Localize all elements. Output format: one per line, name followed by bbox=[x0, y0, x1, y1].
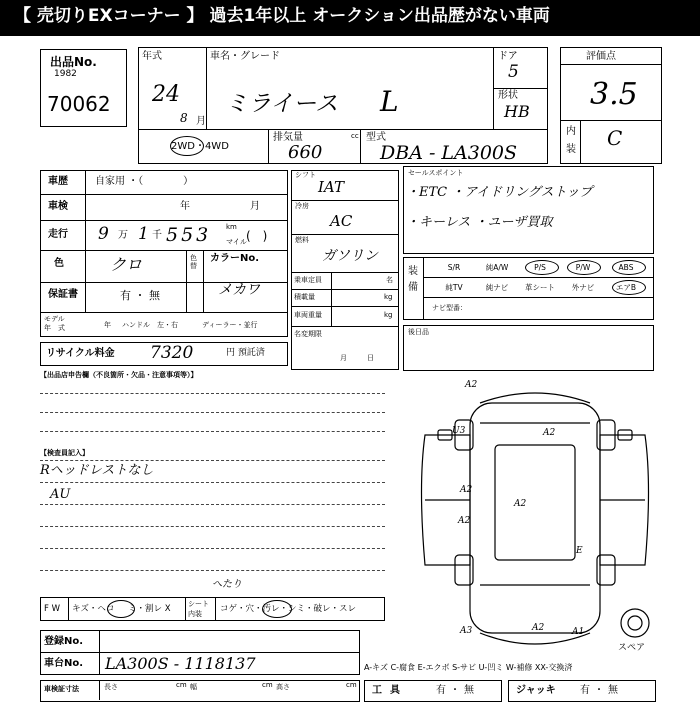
name-change-label: 名変期限 bbox=[294, 330, 322, 338]
dim-width: 幅 bbox=[190, 683, 197, 691]
interior-value: C bbox=[607, 126, 623, 150]
mark-4: A2 bbox=[514, 499, 527, 509]
equipment-item: エアB bbox=[615, 283, 637, 292]
check-scribble: へたり bbox=[212, 579, 242, 590]
equipment-item: P/W bbox=[575, 263, 591, 272]
spare-label: スペア bbox=[618, 643, 646, 653]
shift-value: IAT bbox=[318, 178, 344, 196]
check-stain-circle bbox=[262, 600, 292, 618]
displacement-unit: cc bbox=[351, 132, 359, 140]
year-month: 8 bbox=[180, 111, 188, 125]
interior-label-2: 装 bbox=[566, 144, 576, 155]
jack-options: 有・無 bbox=[580, 685, 622, 696]
car-name-label: 車名・グレード bbox=[210, 51, 280, 62]
score-label: 評価点 bbox=[586, 51, 616, 62]
mileage-mile: マイル bbox=[226, 238, 247, 246]
equip-pw-circle bbox=[567, 260, 601, 275]
tools-label: 工具 bbox=[372, 685, 408, 696]
dimensions-box bbox=[40, 680, 360, 702]
weight-unit: kg bbox=[384, 311, 393, 319]
model-year-dealer: ディーラー・並行 bbox=[202, 321, 258, 329]
interior-label-1: 内 bbox=[566, 126, 576, 137]
equipment-item: 純ナビ bbox=[485, 283, 509, 292]
equipment-label-1: 装 bbox=[408, 266, 418, 277]
equipment-item: S/R bbox=[447, 263, 461, 272]
inspector-note-1: Rヘッドレストなし bbox=[40, 463, 154, 478]
mileage-paren: ( ) bbox=[246, 229, 268, 243]
lot-number: 70062 bbox=[47, 92, 111, 116]
fuel-value: ガソリン bbox=[322, 248, 378, 264]
shape-value: HB bbox=[504, 102, 530, 121]
mileage-km: km bbox=[226, 223, 237, 231]
check-seat-items: コゲ・穴・汚レ・シミ・破レ・スレ bbox=[220, 604, 357, 614]
year-label: 年式 bbox=[142, 51, 162, 62]
mileage-rest: 553 bbox=[166, 224, 212, 246]
equipment-item: 革シート bbox=[525, 283, 555, 292]
navi-label: ナビ型番： bbox=[432, 304, 467, 312]
post-install-box bbox=[403, 325, 654, 371]
dim-height: 高さ bbox=[276, 683, 290, 691]
dimensions-title: 車検証寸法 bbox=[44, 685, 79, 693]
inspection-month: 月 bbox=[250, 201, 260, 212]
check-seat-label: シート bbox=[188, 600, 209, 608]
reg-label: 登録No. bbox=[44, 636, 84, 647]
load-unit: kg bbox=[384, 293, 393, 301]
mark-2: A2 bbox=[543, 428, 556, 438]
score-value: 3.5 bbox=[590, 77, 638, 112]
displacement-value: 660 bbox=[288, 142, 323, 163]
mileage-sen: 1 bbox=[138, 224, 149, 244]
mark-3: A2 bbox=[460, 485, 473, 495]
equipment-label-2: 備 bbox=[408, 282, 418, 293]
mark-5: A2 bbox=[458, 516, 471, 526]
shift-label: シフト bbox=[295, 171, 316, 179]
mileage-man-unit: 万 bbox=[118, 230, 128, 241]
color-label: 色 bbox=[54, 258, 64, 269]
sales-points-line1: ・ETC ・アイドリングストップ bbox=[406, 185, 593, 200]
displacement-label: 排気量 bbox=[273, 132, 303, 143]
warranty-label: 保証書 bbox=[48, 289, 78, 300]
mark-8: A3 bbox=[460, 626, 473, 636]
dim-width-unit: cm bbox=[262, 681, 273, 689]
equipment-item: ABS bbox=[618, 263, 634, 272]
header-title: 【 売切りEXコーナー 】 過去1年以上 オークション出品歴がない車両 bbox=[14, 6, 550, 26]
lot-label: 出品No. bbox=[50, 55, 97, 69]
load-label: 積載量 bbox=[294, 293, 315, 301]
weight-label: 車両重量 bbox=[294, 311, 322, 319]
mark-9: A1 bbox=[572, 627, 585, 637]
capacity-unit: 名 bbox=[386, 276, 393, 284]
model-year-label-1: モデル bbox=[44, 315, 65, 323]
doors-value: 5 bbox=[508, 62, 519, 82]
mark-1: U3 bbox=[452, 426, 466, 436]
car-front bbox=[480, 393, 590, 403]
color-no-value: メカワ bbox=[218, 282, 260, 298]
color-no-label: カラーNo. bbox=[210, 253, 260, 264]
sales-points-label: セールスポイント bbox=[408, 169, 464, 177]
model-label: 型式 bbox=[366, 132, 386, 143]
car-name-value: ミライース bbox=[225, 91, 339, 117]
jack-label: ジャッキ bbox=[516, 685, 556, 696]
check-chip-circle bbox=[107, 600, 135, 618]
sales-points-box bbox=[403, 166, 654, 254]
year-month-unit: 月 bbox=[196, 116, 206, 127]
color-change-label: 色替 bbox=[190, 254, 197, 270]
capacity-label: 乗車定員 bbox=[294, 276, 322, 284]
model-year-handle: ハンドル 左・右 bbox=[122, 321, 178, 329]
recycle-value: 7320 bbox=[150, 343, 194, 363]
equip-airbag-circle bbox=[612, 280, 646, 295]
dim-length: 長さ bbox=[104, 683, 118, 691]
car-damage-diagram bbox=[410, 375, 660, 660]
model-year-year: 年 bbox=[104, 321, 111, 329]
name-change-unit: 月日 bbox=[340, 354, 394, 362]
sales-points-line2: ・キーレス ・ユーザ買取 bbox=[406, 215, 553, 230]
lot-sub-number: 1982 bbox=[54, 69, 77, 79]
car-grade: L bbox=[380, 85, 399, 118]
mark-6: A2 bbox=[532, 623, 545, 633]
doors-label: ドア bbox=[498, 51, 518, 62]
inspection-year: 年 bbox=[180, 201, 190, 212]
year-value: 24 bbox=[152, 82, 180, 107]
post-install-label: 後日品 bbox=[408, 328, 429, 336]
spare-tire-inner bbox=[628, 616, 642, 630]
mileage-label: 走行 bbox=[48, 229, 68, 240]
inspector-notes-label: 【検査員記入】 bbox=[40, 449, 89, 457]
check-fw: F W bbox=[44, 604, 60, 614]
tools-options: 有・無 bbox=[436, 685, 478, 696]
dim-length-unit: cm bbox=[176, 681, 187, 689]
model-year-label-2: 年 式 bbox=[44, 324, 65, 332]
shape-label: 形状 bbox=[498, 90, 518, 101]
aircon-label: 冷房 bbox=[295, 202, 309, 210]
chassis-value: LA300S - 1118137 bbox=[105, 654, 256, 673]
equip-abs-circle bbox=[612, 260, 646, 275]
dim-height-unit: cm bbox=[346, 681, 357, 689]
inspection-label: 車検 bbox=[48, 201, 68, 212]
spare-tire-outer bbox=[621, 609, 649, 637]
drive-circle bbox=[170, 136, 204, 156]
equipment-item: 外ナビ bbox=[571, 283, 595, 292]
fuel-label: 燃料 bbox=[295, 236, 309, 244]
aircon-value: AC bbox=[330, 212, 353, 230]
equipment-item: P/S bbox=[534, 263, 546, 272]
equipment-item: 純TV bbox=[445, 283, 463, 292]
history-value: 自家用 ・（ ） bbox=[95, 176, 194, 187]
chassis-label: 車台No. bbox=[44, 658, 84, 669]
check-chip-2: ミ・割レ X bbox=[128, 604, 171, 614]
warranty-options: 有 ・ 無 bbox=[120, 289, 160, 302]
damage-legend: A-キズ C-腐食 E-エクボ S-サビ U-凹ミ W-補修 XX-交換済 bbox=[364, 663, 573, 672]
inspector-note-2: AU bbox=[50, 487, 71, 502]
car-body-outline bbox=[470, 403, 600, 633]
mark-0: A2 bbox=[465, 380, 478, 390]
check-seat-label-2: 内装 bbox=[188, 610, 202, 618]
check-chip: キズ・ヘコ bbox=[72, 604, 115, 614]
seller-notes-label: 【出品店申告欄（不良箇所・欠品・注意事項等）】 bbox=[40, 371, 198, 379]
model-value: DBA - LA300S bbox=[380, 142, 518, 164]
recycle-label: リサイクル料金 bbox=[46, 348, 115, 359]
drive-label: 2WD・4WD bbox=[171, 141, 229, 152]
history-label: 車歴 bbox=[48, 176, 68, 187]
mark-7: E bbox=[576, 546, 583, 556]
color-value: クロ bbox=[110, 255, 143, 274]
mileage-man: 9 bbox=[98, 224, 109, 244]
recycle-unit: 円 預託済 bbox=[226, 348, 265, 358]
equip-ps-circle bbox=[525, 260, 559, 275]
equipment-item: 純A/W bbox=[485, 263, 509, 272]
car-roof bbox=[495, 445, 575, 560]
mileage-sen-unit: 千 bbox=[152, 230, 162, 241]
